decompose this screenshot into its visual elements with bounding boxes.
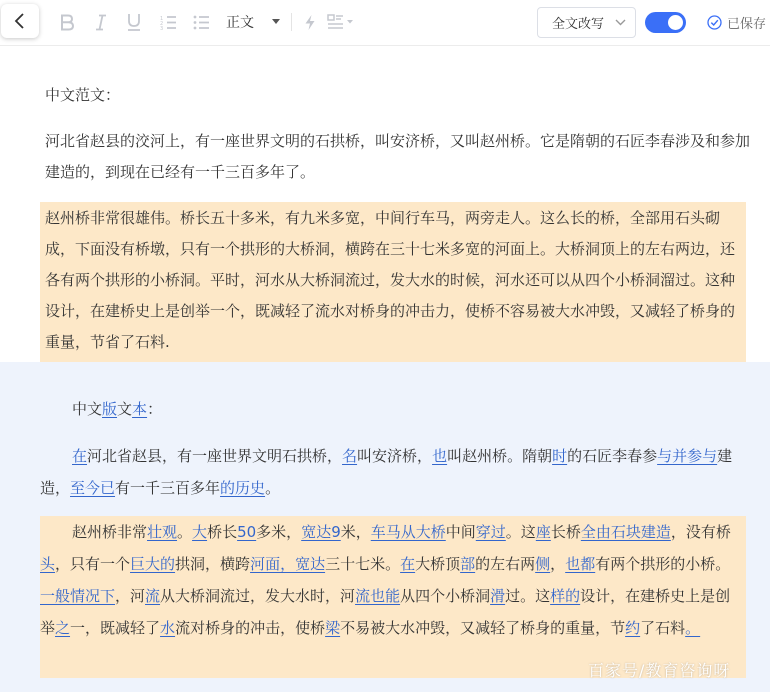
unchanged-text: ， — [550, 555, 566, 573]
changed-text: 大 — [192, 523, 208, 541]
rewrite-toggle[interactable] — [645, 12, 686, 33]
unchanged-text: 拱洞，横跨 — [175, 555, 251, 573]
unchanged-text: 从四个小桥洞 — [400, 587, 491, 605]
unchanged-text: ，河 — [115, 587, 146, 605]
original-paragraph-2[interactable]: 赵州桥非常很雄伟。桥长五十多米，有九米多宽，中间行车马，两旁走人。这么长的桥，全部用石头砌成，下面没有桥墩，只有一个拱形的大桥洞，横跨在三十七米多宽的河面上。大桥洞顶上的左右两边，还各有两个拱形的小桥洞。平时，河水从大桥洞流过，发大水的时候，河水还可以从四个小桥洞溜过。这种设计，在建桥史上是创举一个，既减轻了流水对桥身的冲击力，使桥不容易被大水冲毁，又减轻了桥身的重量，节省了石料. — [40, 202, 746, 362]
unchanged-text: 桥长 — [207, 523, 238, 541]
changed-text: 水 — [160, 619, 176, 637]
changed-text: 全由石块建造 — [580, 523, 671, 541]
changed-text: 侧 — [535, 555, 551, 573]
changed-text: 名 — [342, 447, 358, 465]
paragraph-format-select[interactable]: 正文 — [226, 15, 254, 31]
changed-text: 样的 — [550, 587, 581, 605]
svg-text:2: 2 — [159, 20, 163, 27]
unchanged-text: 流对桥身的冲击，使桥 — [175, 619, 326, 637]
unchanged-text: ，只有一个 — [55, 555, 131, 573]
italic-icon — [95, 14, 107, 31]
original-paragraph-1[interactable]: 河北省赵县的洨河上，有一座世界文明的石拱桥，叫安济桥，又叫赵州桥。它是隋朝的石匠李春涉及和参加建造的，到现在已经有一千三百多年了。 — [45, 132, 751, 181]
unchanged-text: 有一千三百多年 — [115, 479, 221, 497]
unchanged-text: 长桥 — [550, 523, 581, 541]
changed-text: 穿过 — [475, 523, 506, 541]
changed-text: 流 — [145, 587, 161, 605]
back-arrow-icon — [13, 13, 27, 29]
changed-text: 宽达9 — [301, 523, 341, 541]
check-circle-icon — [707, 15, 722, 30]
layout-button[interactable] — [326, 8, 356, 36]
unchanged-text: 叫赵州桥。隋朝 — [447, 447, 553, 465]
unchanged-text: ，没有桥 — [670, 523, 731, 541]
layout-icon — [327, 14, 355, 30]
quick-action-button[interactable] — [300, 8, 320, 36]
changed-text: 一般情况下 — [40, 587, 116, 605]
changed-text: 在 — [72, 447, 88, 465]
changed-text: 至今已 — [70, 479, 116, 497]
changed-text: 时 — [552, 447, 568, 465]
unchanged-text: 叫安济桥， — [357, 447, 433, 465]
unchanged-text: 的石匠李春参 — [567, 447, 658, 465]
changed-text: 滑 — [490, 587, 506, 605]
toolbar-divider — [291, 13, 292, 31]
changed-text: 头 — [40, 555, 56, 573]
lightning-icon — [304, 14, 316, 31]
unchanged-text: 中间 — [445, 523, 476, 541]
changed-text: 在 — [400, 555, 416, 573]
save-status-label: 已保存 — [727, 17, 767, 32]
changed-text: 巨大的 — [130, 555, 176, 573]
toggle-knob — [668, 15, 683, 30]
unchanged-text: 从大桥洞流过，发大水时，河 — [160, 587, 356, 605]
changed-text: 本 — [132, 400, 148, 418]
unchanged-text: 多米， — [256, 523, 302, 541]
unchanged-text: 的左右两 — [475, 555, 536, 573]
unchanged-text: 。这 — [505, 523, 536, 541]
unchanged-text: 了石料 — [640, 619, 686, 637]
changed-text: 版 — [102, 400, 118, 418]
unchanged-text: ： — [147, 400, 163, 418]
changed-text: 河面，宽达 — [250, 555, 326, 573]
unordered-list-button[interactable] — [190, 8, 212, 36]
bold-icon — [60, 14, 74, 31]
changed-text: 梁 — [325, 619, 341, 637]
changed-text: 也都 — [565, 555, 596, 573]
save-status — [707, 13, 766, 32]
unchanged-text: 。 — [265, 479, 281, 497]
unordered-list-icon — [193, 15, 210, 30]
changed-text: 约 — [625, 619, 641, 637]
svg-text:3: 3 — [159, 25, 163, 30]
changed-text: 车马从大桥 — [370, 523, 446, 541]
chevron-down-icon[interactable] — [272, 19, 280, 24]
changed-text: 与并参与 — [657, 447, 718, 465]
unchanged-text: 。 — [177, 523, 193, 541]
unchanged-text: 米， — [340, 523, 371, 541]
svg-text:1: 1 — [159, 15, 163, 22]
chevron-down-icon — [615, 19, 626, 26]
underline-icon — [127, 13, 141, 31]
unchanged-text: 三十七米。 — [325, 555, 401, 573]
changed-text: 流也能 — [355, 587, 401, 605]
ordered-list-button[interactable] — [157, 8, 179, 36]
unchanged-text: 有两个拱形的小桥。 — [595, 555, 731, 573]
underline-button[interactable] — [123, 8, 145, 36]
unchanged-text: 过。这 — [505, 587, 551, 605]
changed-text: 。 — [685, 619, 701, 637]
changed-text: 50 — [237, 523, 257, 541]
rewrite-mode-label: 全文改写 — [552, 17, 605, 32]
back-button[interactable] — [1, 4, 39, 38]
changed-text: 座 — [535, 523, 551, 541]
original-heading: 中文范文： — [45, 86, 121, 104]
unchanged-text: 建造， — [40, 447, 733, 497]
unchanged-text: 赵州桥非常 — [72, 523, 148, 541]
rewritten-heading — [72, 394, 752, 425]
ordered-list-icon — [160, 15, 177, 30]
changed-text: 的历史 — [220, 479, 266, 497]
editor-toolbar — [0, 0, 770, 46]
changed-text: 也 — [432, 447, 448, 465]
unchanged-text: 大桥顶 — [415, 555, 461, 573]
italic-button[interactable] — [90, 8, 112, 36]
unchanged-text: 河北省赵县，有一座世界文明石拱桥， — [87, 447, 343, 465]
watermark: 百家号/教育咨询呀 — [588, 661, 731, 680]
unchanged-text: 设计，在建桥史上是创举 — [40, 587, 731, 637]
changed-text: 之 — [55, 619, 71, 637]
changed-text: 部 — [460, 555, 476, 573]
unchanged-text: 文 — [117, 400, 133, 418]
bold-button[interactable] — [56, 8, 78, 36]
changed-text: 壮观 — [147, 523, 178, 541]
rewritten-paragraph-1[interactable] — [40, 440, 752, 504]
unchanged-text: 中文 — [72, 400, 103, 418]
rewrite-mode-select[interactable] — [537, 7, 636, 38]
rewritten-paragraph-2[interactable] — [40, 516, 746, 678]
unchanged-text: 一，既减轻了 — [70, 619, 161, 637]
unchanged-text: 不易被大水冲毁，又减轻了桥身的重量，节 — [340, 619, 626, 637]
